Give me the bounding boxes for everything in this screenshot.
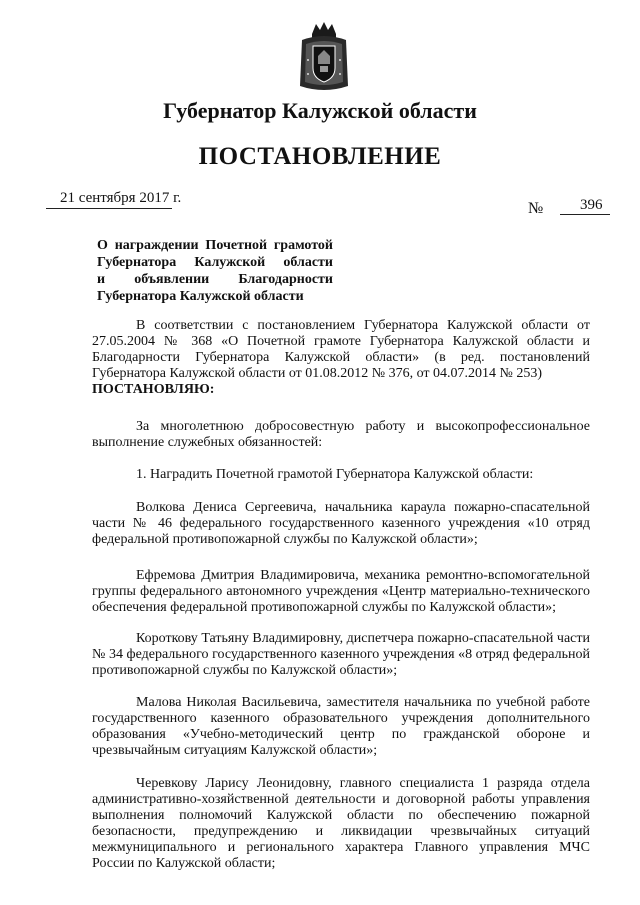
subject-line: Губернатора Калужской области	[97, 255, 333, 270]
awardee-paragraph: Черевкову Ларису Леонидовну, главного специалиста 1 разряда отдела административно-хозяйственной деятельности и договорной работы управления выполнения полномочий Калужской области по обеспечению пожарной безопасности, предупреждению и ликвидации чрезвычайных ситуаций межмуниципального и регионального характера Главного управления МЧС России по Калужской области;	[92, 776, 590, 871]
preamble-text: В соответствии с постановлением Губернатора Калужской области от 27.05.2004 № 368 «О Почетной грамоте Губернатора Калужской области и Благодарности Губернатора Калужской области» (в ред. постановлений Губернатора Калужской области от 01.08.2012 № 376, от 04.07.2014 № 253)	[92, 318, 590, 381]
item-1-paragraph: 1. Наградить Почетной грамотой Губернатора Калужской области:	[136, 467, 534, 482]
document-number: 396	[580, 197, 603, 213]
subject-line: О награждении Почетной грамотой	[97, 238, 333, 253]
issuer-title: Губернатор Калужской области	[163, 98, 477, 123]
date-underline	[46, 208, 172, 209]
awardee-paragraph: Малова Николая Васильевича, заместителя начальника по учебной работе государственного казенного образовательного учреждения дополнительного образования «Учебно-методический центр по гражданской обороне и чрезвычайным ситуациям Калужской области»;	[92, 695, 590, 758]
document-subject	[97, 237, 333, 305]
awardee-paragraph: Волкова Дениса Сергеевича, начальника караула пожарно-спасательной части № 46 федерального государственного казенного учреждения «10 отряд федеральной противопожарной службы по Калужской области»;	[92, 500, 590, 547]
awardee-paragraph: Короткову Татьяну Владимировну, диспетчера пожарно-спасательной части № 34 федерального государственного казенного учреждения «8 отряд федеральной противопожарной службы по Калужской области»;	[92, 631, 590, 678]
reason-paragraph: За многолетнюю добросовестную работу и высокопрофессиональное выполнение служебных обязанностей:	[92, 419, 590, 450]
subject-line: Губернатора Калужской области	[97, 289, 304, 304]
document-date: 21 сентября 2017 г.	[60, 190, 182, 206]
document-type-title: ПОСТАНОВЛЕНИЕ	[198, 143, 442, 170]
awardee-paragraph: Ефремова Дмитрия Владимировича, механика ремонтно-вспомогательной группы федерального автономного учреждения «Центр материально-технического обеспечения федеральной противопожарной службы по Калужской области»;	[92, 568, 590, 615]
resolve-word: ПОСТАНОВЛЯЮ:	[92, 382, 215, 397]
preamble-paragraph	[92, 318, 590, 382]
number-underline	[560, 214, 610, 215]
subject-line: и объявлении Благодарности	[97, 272, 333, 287]
coat-of-arms-icon	[296, 20, 352, 94]
number-label: №	[528, 200, 544, 217]
